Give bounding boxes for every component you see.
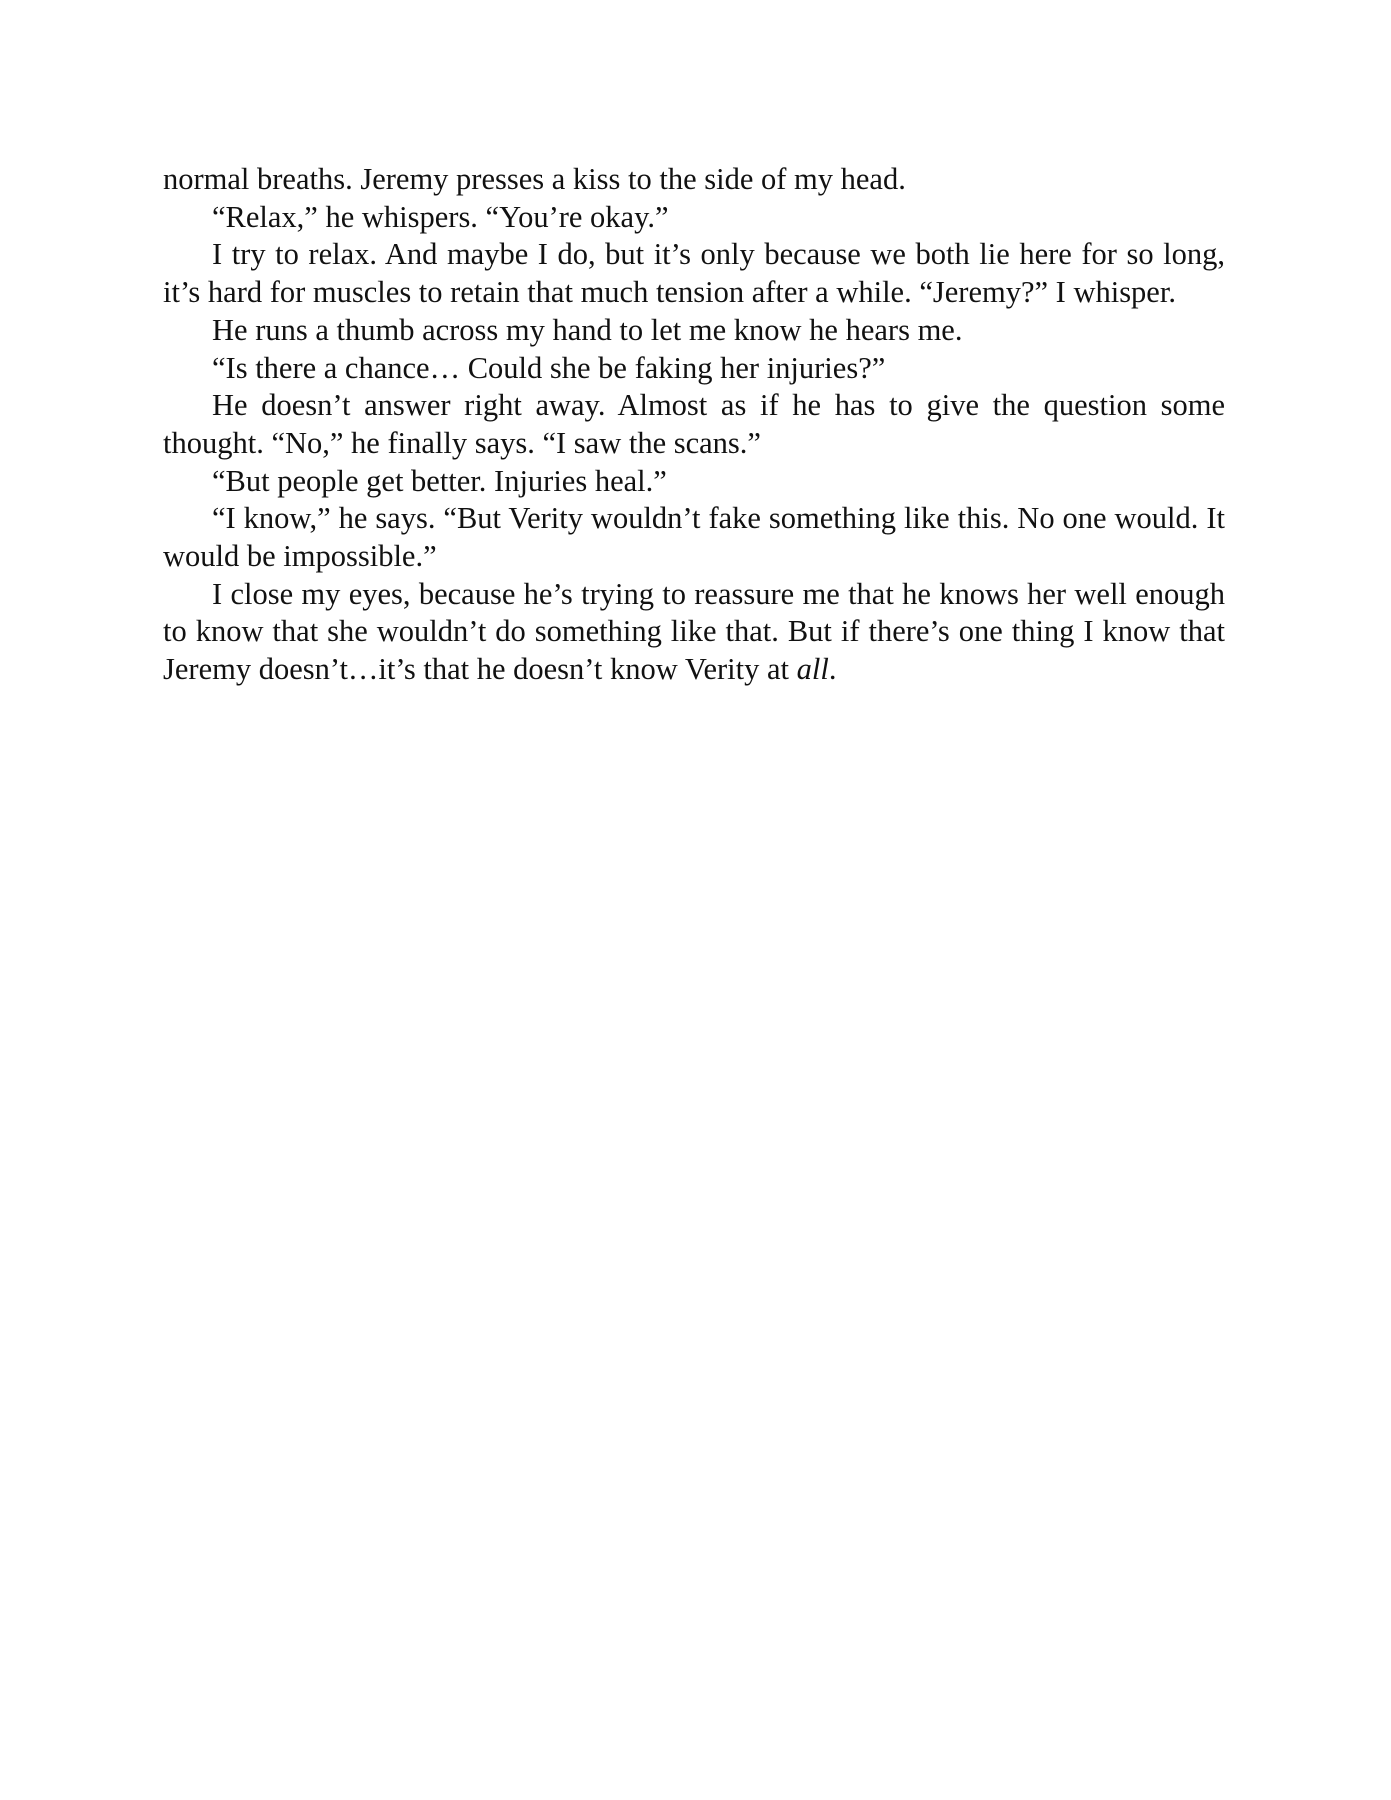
paragraph: “But people get better. Injuries heal.” [212, 463, 667, 498]
paragraph: I try to relax. And maybe I do, but it’s only because we both lie here for so long, it’s hard for muscles to retain that much tension after a while. “Jeremy?” I whisper. [163, 237, 1225, 310]
paragraph: He runs a thumb across my hand to let me know he hears me. [212, 312, 963, 347]
paragraph: He doesn’t answer right away. Almost as if he has to give the question some thought. “No,” he finally says. “I saw the scans.” [163, 388, 1225, 460]
italic-emphasis: all [796, 652, 829, 687]
paragraph: normal breaths. Jeremy presses a kiss to the side of my head. [163, 162, 906, 196]
paragraph-text-end: . [828, 652, 837, 687]
paragraph: “Is there a chance… Could she be faking her injuries?” [212, 350, 886, 385]
paragraph-final [163, 576, 1225, 689]
paragraph: “I know,” he says. “But Verity wouldn’t fake something like this. No one would. It would be impossible.” [163, 501, 1225, 574]
document-page [163, 161, 1225, 689]
paragraph: “Relax,” he whispers. “You’re okay.” [212, 199, 669, 234]
paragraph-text: I close my eyes, because he’s trying to reassure me that he knows her well enough to know that she wouldn’t do something like that. But if there’s one thing I know that Jeremy doesn’t…it’s that he doesn’t know Verity at [163, 576, 1225, 687]
